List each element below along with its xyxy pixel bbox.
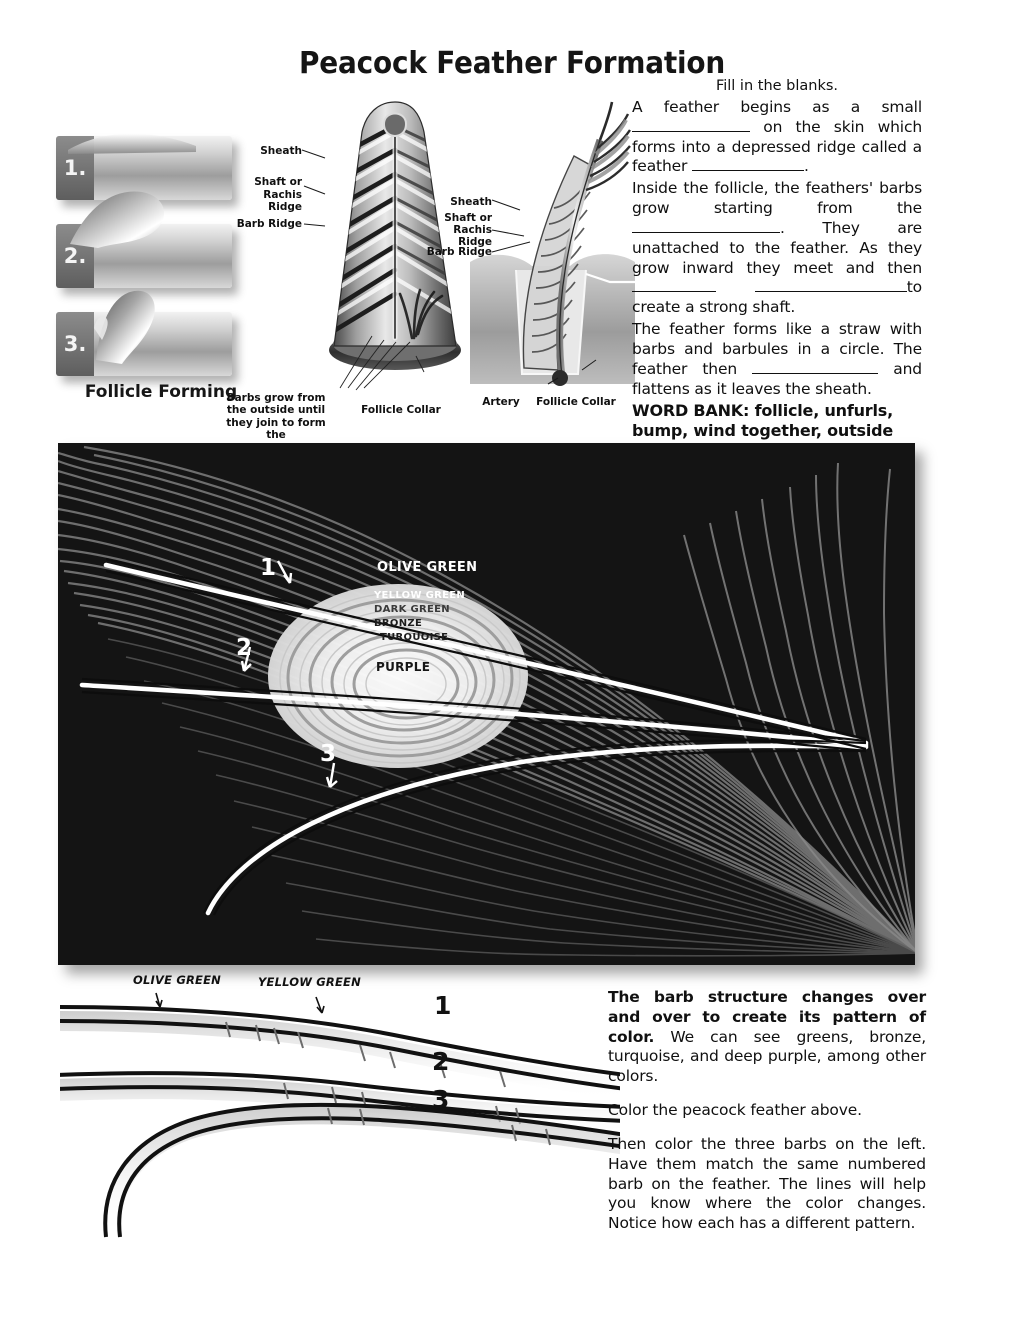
- cone-caption-line3: they join to form the: [226, 416, 326, 442]
- color-label-dark-green: DARK GREEN: [374, 604, 450, 615]
- barb-structure-rest: We can see greens, bronze, turquoise, and deep purple, among other colors.: [608, 1027, 926, 1086]
- follicle-step-1-number: 1.: [56, 136, 94, 200]
- barb-diagram-3: [105, 1105, 620, 1237]
- text-spacer-1: [608, 1087, 926, 1101]
- fib-paragraph-2: [632, 179, 922, 318]
- fill-in-the-blanks-section: [632, 78, 922, 440]
- fib-p3-text-a: The feather forms like a straw with barbs and barbules in a circle. The feather then: [632, 320, 922, 378]
- instruction-color-barbs: Then color the three barbs on the left. Have them match the same numbered barb on the feather. The lines will help you know where the color changes. Notice how each has a different pattern.: [608, 1134, 926, 1233]
- cone-label-leaders: [226, 140, 326, 240]
- bottom-instructions: [608, 988, 926, 1234]
- cone-caption-line1: Barbs grow from: [226, 392, 326, 404]
- word-bank-label: WORD BANK:: [632, 401, 750, 421]
- feather-label-artery: Artery: [482, 396, 520, 408]
- feather-label-follicle-collar: Follicle Collar: [536, 396, 616, 408]
- fib-blank-4[interactable]: [632, 291, 716, 292]
- feather-panel-svg: [58, 443, 915, 965]
- word-bank-words: follicle, unfurls, bump, wind together, outside: [632, 401, 894, 440]
- cone-label-follicle-collar: Follicle Collar: [361, 404, 441, 416]
- cone-label-sheath: Sheath: [260, 145, 302, 157]
- barb-diagrams-svg: [60, 975, 620, 1240]
- peacock-feather-coloring-panel: [58, 443, 915, 965]
- feather-label-leaders: [490, 192, 550, 262]
- fib-blank-3[interactable]: [632, 232, 780, 233]
- instruction-color-feather: Color the peacock feather above.: [608, 1101, 862, 1120]
- svg-text:3: 3: [320, 741, 337, 767]
- fib-p3-text-b: and flattens as it leaves the sheath.: [632, 359, 922, 398]
- barb-structure-paragraph: [608, 988, 926, 1087]
- fib-blank-1[interactable]: [632, 131, 750, 132]
- cone-label-barb-ridge: Barb Ridge: [236, 218, 302, 230]
- fib-paragraph-3: [632, 320, 922, 399]
- barb-number-2: 2: [432, 1047, 450, 1076]
- color-label-bronze: BRONZE: [374, 618, 423, 629]
- color-label-olive-green: OLIVE GREEN: [377, 560, 478, 575]
- fib-blank-5[interactable]: [755, 291, 907, 292]
- color-label-turquoise: TURQUOISE: [380, 632, 449, 643]
- fib-p2-text-a: Inside the follicle, the feathers' barbs grow starting from the: [632, 179, 922, 218]
- fib-p1-text-a: A feather begins as a small: [632, 98, 922, 116]
- barb-label-olive-green: OLIVE GREEN: [133, 973, 221, 987]
- fib-blank-6[interactable]: [752, 373, 878, 374]
- feather-label-sheath: Sheath: [450, 196, 492, 208]
- barb-structure-bold: The barb structure changes over and over to create its pattern of color.: [608, 988, 926, 1046]
- cone-label-shaft-line2: Rachis Ridge: [263, 189, 302, 214]
- text-spacer-2: [608, 1121, 926, 1135]
- fib-paragraph-1: [632, 98, 922, 177]
- fib-p2-text-b: . They are unattached to the feather. As they grow inward they meet and then: [632, 218, 922, 277]
- barb-label-yellow-green: YELLOW GREEN: [258, 975, 361, 989]
- fib-p1-text-b: on the skin which forms into a depressed ridge called a feather: [632, 117, 923, 176]
- cone-caption-line2: the outside until: [226, 404, 326, 417]
- svg-text:1: 1: [260, 555, 277, 581]
- feather-label-shaft-line2: Rachis Ridge: [453, 224, 492, 249]
- fib-p2-text-c: to create a strong shaft.: [632, 278, 922, 317]
- fill-in-blanks-heading: Fill in the blanks.: [715, 78, 839, 94]
- svg-text:2: 2: [236, 635, 253, 661]
- barb-coloring-diagrams: [60, 975, 620, 1240]
- follicle-step-2-number: 2.: [56, 224, 94, 288]
- fib-blank-2[interactable]: [692, 170, 804, 171]
- feather-label-barb-ridge: Barb Ridge: [426, 246, 492, 258]
- page-title: [0, 46, 1024, 81]
- follicle-step-3-number: 3.: [56, 312, 94, 376]
- cone-label-shaft-line1: Shaft or: [254, 176, 302, 188]
- color-label-purple: PURPLE: [376, 660, 431, 674]
- barb-number-3: 3: [432, 1085, 450, 1114]
- follicle-forming-caption: Follicle Forming: [84, 382, 238, 402]
- feather-label-shaft-line1: Shaft or: [444, 212, 492, 224]
- barb-number-1: 1: [434, 991, 452, 1020]
- color-label-yellow-green: YELLOW GREEN: [374, 590, 466, 601]
- page-title-text: Peacock Feather Formation: [298, 46, 726, 81]
- fib-p1-text-c: .: [804, 157, 809, 176]
- word-bank: [632, 401, 922, 439]
